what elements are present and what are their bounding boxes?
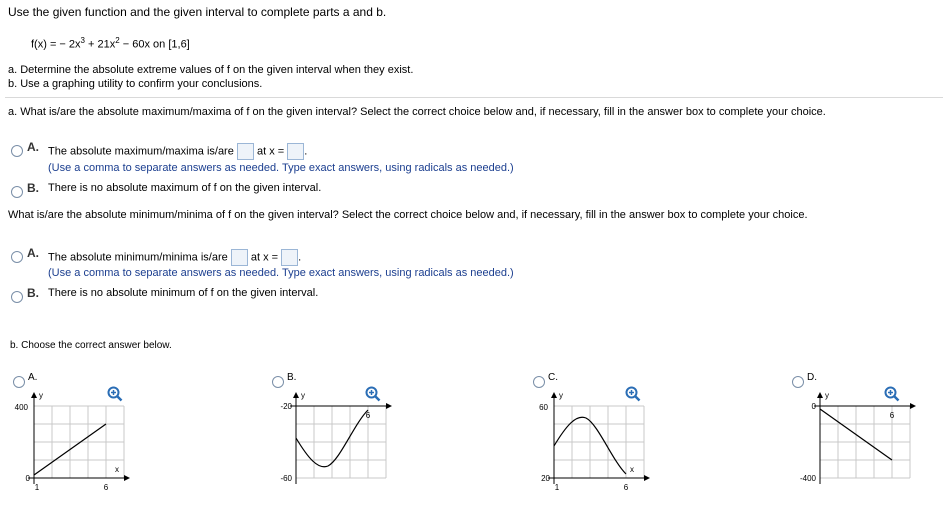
divider <box>5 97 943 98</box>
zoom-icon-b[interactable] <box>365 386 381 407</box>
graph-d-ytop-label: 0 <box>811 402 816 411</box>
min-option-a-radio[interactable] <box>11 248 23 266</box>
zoom-icon-c[interactable] <box>625 386 641 407</box>
graph-d-x-arrow <box>910 403 916 409</box>
min-value-input[interactable] <box>231 249 248 266</box>
graph-d <box>800 388 920 498</box>
instructions: Use the given function and the given interval to complete parts a and b. <box>8 5 387 19</box>
graph-a-xright-label: 6 <box>103 483 109 492</box>
graph-a-xleft-label: 1 <box>34 483 40 492</box>
function-exponent: 3 <box>80 36 85 45</box>
graph-a-ytop-label: 400 <box>14 403 28 412</box>
graph-b-y-axis-label: y <box>301 391 305 400</box>
max-option-a-radio[interactable] <box>11 142 23 160</box>
min-period: . <box>298 251 302 264</box>
min-x-input[interactable] <box>281 249 298 266</box>
part-b-prompt: b. Choose the correct answer below. <box>10 340 172 351</box>
graph-d-xright-label: 6 <box>889 411 895 420</box>
graph-d-letter: D. <box>807 372 817 383</box>
part-a-intro: a. Determine the absolute extreme values of f on the given interval when they exist. <box>8 64 414 76</box>
graph-a-x-axis-label: x <box>115 465 119 474</box>
part-b-intro: b. Use a graphing utility to confirm your conclusions. <box>8 78 263 90</box>
function-part: f(x) = − 2x <box>31 38 81 51</box>
max-value-input[interactable] <box>237 143 254 160</box>
min-at-x-label: at x = <box>250 251 279 264</box>
graph-b-x-arrow <box>386 403 392 409</box>
max-option-b-radio[interactable] <box>11 183 23 201</box>
graph-a-x-arrow <box>124 475 130 481</box>
min-option-a-text: The absolute minimum/minima is/are <box>48 251 228 264</box>
graph-c-xright-label: 6 <box>623 483 629 492</box>
max-question-prompt: a. What is/are the absolute maximum/maxima of f on the given interval? Select the correct choice below and, if necessary, fill in the answer box to complete your choice. <box>8 106 826 118</box>
graph-b-ytop-label: -20 <box>280 402 292 411</box>
graph-b-grid <box>296 406 386 478</box>
min-option-a-line <box>48 249 301 266</box>
graph-a-grid <box>34 406 124 478</box>
min-question-prompt: What is/are the absolute minimum/minima of f on the given interval? Select the correct choice below and, if necessary, fill in the answer box to complete your choice. <box>8 209 808 221</box>
graph-a-y-axis-label: y <box>39 391 43 400</box>
graph-d-y-arrow <box>817 392 823 398</box>
min-option-a-letter: A. <box>27 246 39 260</box>
function-part: − 60x on [1,6] <box>119 38 190 51</box>
max-option-b-text: There is no absolute maximum of f on the given interval. <box>48 182 322 194</box>
graph-b-ybottom-label: -60 <box>280 474 292 483</box>
graph-c-y-axis-label: y <box>559 391 563 400</box>
graph-a-ybottom-label: 0 <box>25 474 30 483</box>
max-period: . <box>304 145 308 158</box>
max-option-a-line <box>48 143 307 160</box>
graph-c-x-arrow <box>644 475 650 481</box>
function-part: + 21x <box>84 38 116 51</box>
min-option-b-radio[interactable] <box>11 288 23 306</box>
graph-b-letter: B. <box>287 372 297 383</box>
graph-c-y-arrow <box>551 392 557 398</box>
max-at-x-label: at x = <box>256 145 285 158</box>
graph-d-ybottom-label: -400 <box>800 474 816 483</box>
max-option-b-letter: B. <box>27 181 39 195</box>
max-x-input[interactable] <box>287 143 304 160</box>
function-exponent: 2 <box>115 36 120 45</box>
graph-d-y-axis-label: y <box>825 391 829 400</box>
max-option-a-hint: (Use a comma to separate answers as needed. Type exact answers, using radicals as needed.) <box>48 162 514 174</box>
graph-c-ytop-label: 60 <box>539 403 548 412</box>
graph-a-y-arrow <box>31 392 37 398</box>
graph-c-xleft-label: 1 <box>554 483 560 492</box>
graph-d-grid <box>820 406 910 478</box>
max-option-a-letter: A. <box>27 140 39 154</box>
function-definition <box>31 36 190 51</box>
zoom-icon-d[interactable] <box>884 386 900 407</box>
zoom-icon-a[interactable] <box>107 386 123 407</box>
max-option-a-text: The absolute maximum/maxima is/are <box>48 145 234 158</box>
graph-a-letter: A. <box>28 372 38 383</box>
graph-c-letter: C. <box>548 372 558 383</box>
min-option-b-letter: B. <box>27 286 39 300</box>
min-option-a-hint: (Use a comma to separate answers as needed. Type exact answers, using radicals as needed.) <box>48 267 514 279</box>
graph-c-ybottom-label: 20 <box>541 474 550 483</box>
graph-c-x-axis-label: x <box>630 465 634 474</box>
graph-b-y-arrow <box>293 392 299 398</box>
graph-b-xright-label: 6 <box>365 411 371 420</box>
min-option-b-text: There is no absolute minimum of f on the given interval. <box>48 287 319 299</box>
